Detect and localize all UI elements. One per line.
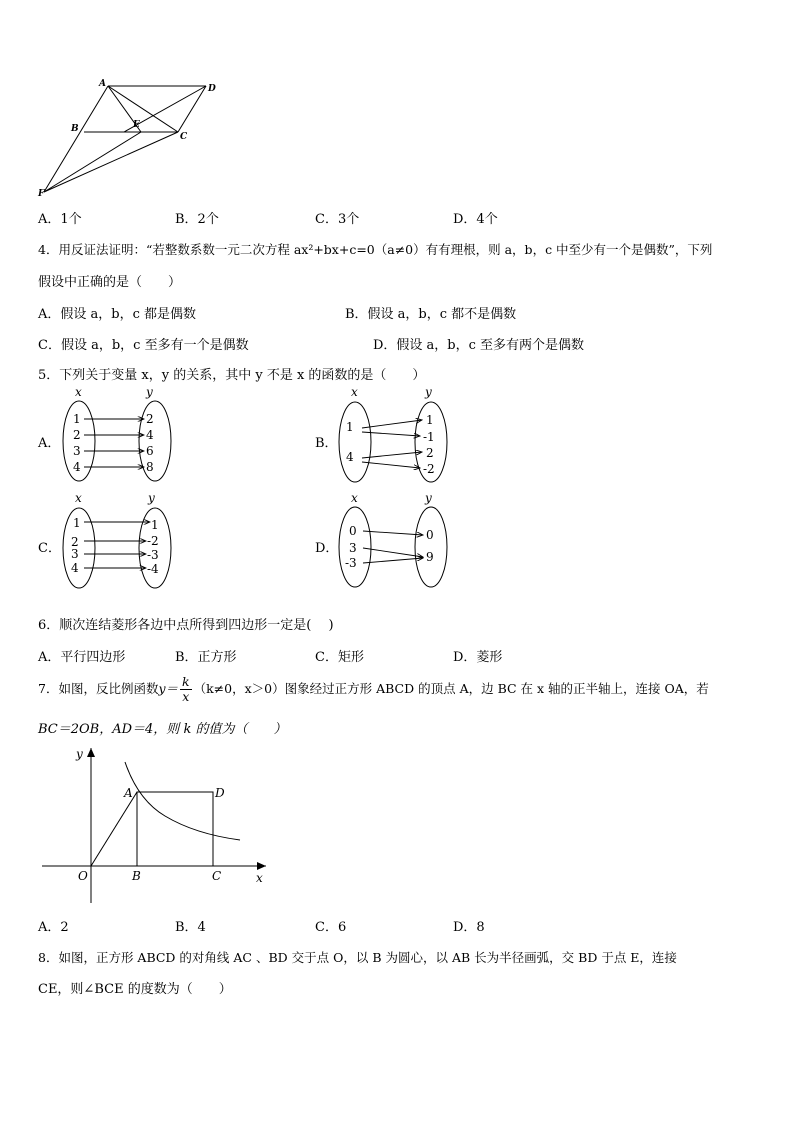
- mapping-b-x-label: x: [351, 385, 358, 399]
- q7-option-d: D．8: [453, 920, 485, 935]
- q7-fraction-den: x: [182, 689, 190, 704]
- q8-stem-line2: CE，则∠BCE 的度数为（ ）: [38, 982, 232, 997]
- mapping-c-y-neg4: -4: [147, 562, 159, 576]
- q7-label-y: y: [76, 747, 83, 761]
- q6-option-a: A．平行四边形: [38, 650, 126, 665]
- mapping-d-y-0: 0: [426, 528, 434, 542]
- q5-stem: 5．下列关于变量 x，y 的关系，其中 y 不是 x 的函数的是（ ）: [38, 368, 426, 383]
- q6-option-c: C．矩形: [315, 650, 364, 665]
- q7-fraction-num: k: [182, 674, 190, 689]
- q4-option-c: C．假设 a，b，c 至多有一个是偶数: [38, 338, 249, 353]
- mapping-a-y-4: 8: [146, 460, 154, 474]
- mapping-b-x-4: 4: [346, 450, 354, 464]
- q7-label-x: x: [256, 871, 263, 885]
- q6-option-b: B．正方形: [175, 650, 237, 665]
- q7-option-a: A．2: [38, 920, 69, 935]
- mapping-a-x-label: x: [75, 385, 82, 399]
- q7-label-A: A: [124, 786, 133, 800]
- mapping-c-x-1: 1: [73, 516, 81, 530]
- q3-option-a: A．1个: [38, 212, 82, 227]
- mapping-d-y-9: 9: [426, 550, 434, 564]
- q5-option-b-letter: B．: [315, 436, 338, 451]
- mapping-a-y-3: 6: [146, 444, 154, 458]
- mapping-d-y-label: y: [425, 491, 432, 505]
- q7-label-B: B: [132, 869, 141, 883]
- mapping-d-x-0: 0: [349, 524, 357, 538]
- q7-option-b: B．4: [175, 920, 206, 935]
- q3-option-d: D．4个: [453, 212, 498, 227]
- q6-stem: 6．顺次连结菱形各边中点所得到四边形一定是( ): [38, 618, 334, 633]
- mapping-a-x-4: 4: [73, 460, 81, 474]
- q5-option-a-letter: A．: [38, 436, 61, 451]
- mapping-b-y-neg1: -1: [423, 430, 435, 444]
- q7-label-C: C: [212, 869, 222, 883]
- q7-post: （k≠0，x＞0）图象经过正方形 ABCD 的顶点 A，边 BC 在 x 轴的正半轴上，连接 OA，若: [193, 681, 709, 696]
- mapping-a-y-label: y: [146, 385, 153, 399]
- mapping-b-y-neg2: -2: [423, 462, 435, 476]
- q7-pre: 7．如图，反比例函数: [38, 681, 159, 696]
- label-B: B: [71, 124, 79, 134]
- q3-option-b: B．2个: [175, 212, 219, 227]
- label-F: F: [38, 189, 45, 199]
- q8-stem-line1: 8．如图，正方形 ABCD 的对角线 AC 、BD 交于点 O，以 B 为圆心，以 AB 长为半径画弧，交 BD 于点 E，连接: [38, 950, 677, 965]
- mapping-c-y-neg3: -3: [147, 548, 159, 562]
- q4-stem-line1: 4．用反证法证明：“若整数系数一元二次方程 ax²+bx+c=0（a≠0）有有理根，则 a，b，c 中至少有一个是偶数”，下列: [38, 242, 713, 257]
- q7-label-D: D: [215, 786, 225, 800]
- q3-option-c: C．3个: [315, 212, 360, 227]
- label-C: C: [180, 132, 188, 142]
- mapping-d-x-label: x: [351, 491, 358, 505]
- mapping-a-x-2: 2: [73, 428, 81, 442]
- mapping-d-x-neg3: -3: [345, 556, 357, 570]
- q5-option-c-letter: C．: [38, 541, 61, 556]
- mapping-c-x-2: 2: [71, 535, 79, 549]
- mapping-b-y-2: 2: [426, 446, 434, 460]
- mapping-a-y-2: 4: [146, 428, 154, 442]
- label-E: E: [133, 120, 140, 130]
- mapping-c-x-3: 3: [71, 547, 79, 561]
- mapping-d-x-3: 3: [349, 541, 357, 555]
- mapping-c-x-4: 4: [71, 561, 79, 575]
- label-D: D: [208, 84, 216, 94]
- mapping-a-x-3: 3: [73, 444, 81, 458]
- q4-option-d: D．假设 a，b，c 至多有两个是偶数: [373, 338, 585, 353]
- mapping-c-x-label: x: [75, 491, 82, 505]
- q7-stem-line2: BC＝2OB，AD＝4，则 k 的值为（ ）: [38, 722, 287, 737]
- q4-stem-line2: 假设中正确的是（ ）: [38, 275, 182, 290]
- q7-label-O: O: [78, 869, 88, 883]
- q4-option-a: A．假设 a，b，c 都是偶数: [38, 307, 197, 322]
- mapping-a-y-1: 2: [146, 412, 154, 426]
- label-A: A: [99, 79, 106, 89]
- q5-option-d-letter: D．: [315, 541, 339, 556]
- q7-y-eq: y＝: [158, 681, 179, 696]
- mapping-c-y-neg2: -2: [147, 534, 159, 548]
- mapping-c-y-1: 1: [151, 518, 159, 532]
- q7-option-c: C．6: [315, 920, 347, 935]
- mapping-b-y-label: y: [425, 385, 432, 399]
- mapping-a-x-1: 1: [73, 412, 81, 426]
- mapping-c-y-label: y: [148, 491, 155, 505]
- q6-option-d: D．菱形: [453, 650, 503, 665]
- mapping-b-x-1: 1: [346, 420, 354, 434]
- mapping-b-y-1: 1: [426, 413, 434, 427]
- q4-option-b: B．假设 a，b，c 都不是偶数: [345, 307, 517, 322]
